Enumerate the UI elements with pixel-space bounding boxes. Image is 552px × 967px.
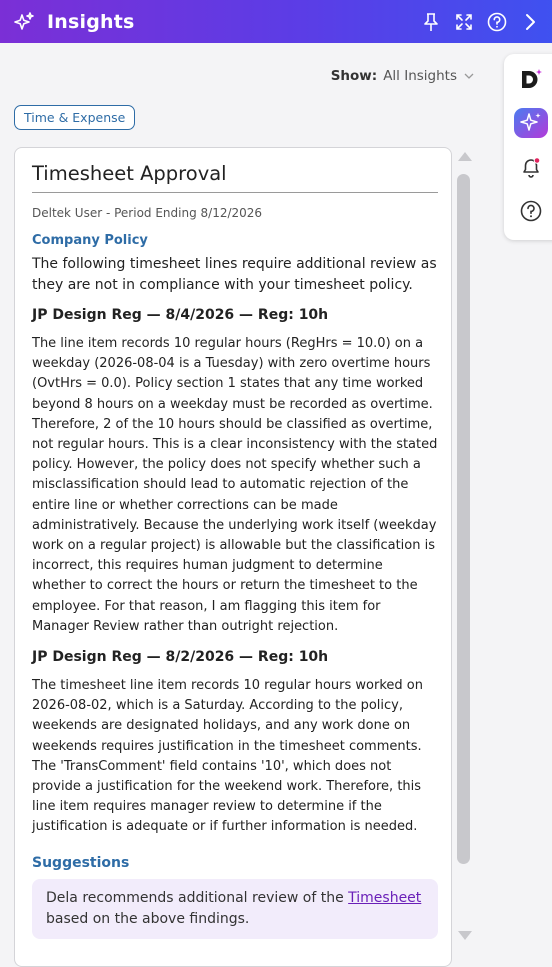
expand-icon[interactable]	[447, 7, 480, 37]
help-icon[interactable]	[480, 7, 513, 37]
ai-assistant-icon[interactable]	[513, 106, 549, 140]
suggestion-text: Dela recommends additional review of the	[46, 889, 349, 906]
insight-card	[14, 147, 452, 967]
finding-title: JP Design Reg — 8/4/2026 — Reg: 10h	[32, 307, 329, 323]
card-meta: Deltek User - Period Ending 8/12/2026	[32, 206, 263, 220]
scroll-thumb[interactable]	[457, 174, 470, 864]
chevron-right-icon[interactable]	[513, 7, 546, 37]
intro-text: The following timesheet lines require additional review as they are not in compliance with your timesheet policy.	[32, 256, 437, 293]
category-tag[interactable]: Time & Expense	[14, 105, 135, 130]
finding-body: The line item records 10 regular hours (RegHrs = 10.0) on a weekday (2026-08-04 is a Tuesday) with zero overtime hours (OvtHrs = 0.0). Policy section 1 states that any time worked beyond 8 hours on a weekday must be recorded as overtime. Therefore, 2 of the 10 hours should be classified as overtime, not regular hours. This is a clear inconsistency with the stated policy. However, the policy does not specify whether such a misclassification should lead to automatic rejection of the entire line or whether corrections can be made administratively. Because the underlying work itself (weekday work on a regular project) is allowable but the classification is incorrect, this requires human judgment to determine whether to correct the hours or return the timesheet to the employee. For that reason, I am flagging this item for Manager Review rather than outright rejection.	[32, 336, 438, 634]
filter-label: Show:	[330, 68, 378, 84]
timesheet-link[interactable]: Timesheet	[348, 889, 422, 906]
notifications-icon[interactable]	[513, 150, 549, 184]
scroll-down-arrow-icon[interactable]	[458, 931, 472, 940]
insights-header	[0, 0, 552, 43]
finding-body: The timesheet line item records 10 regular hours worked on 2026-08-02, which is a Saturday. According to the policy, weekends are designated holidays, and any work done on weekends requires justification in the timesheet comments. The 'TransComment' field contains '10', which does not provide a justification for the weekend work. Therefore, this line item requires manager review to determine if the justification is adequate or if further information is needed.	[32, 678, 423, 835]
card-scrollbar[interactable]	[455, 150, 471, 940]
suggestions-title: Suggestions	[32, 854, 130, 871]
suggestion-box	[32, 879, 438, 939]
dela-logo-icon[interactable]	[513, 63, 549, 97]
suggestion-text-end: based on the above findings.	[46, 910, 250, 927]
insights-sparkle-icon	[14, 11, 36, 33]
filter-value[interactable]: All Insights	[383, 68, 457, 84]
help-icon[interactable]	[513, 194, 549, 228]
header-actions	[414, 7, 546, 37]
pin-icon[interactable]	[414, 7, 447, 37]
header-title: Insights	[47, 10, 135, 33]
finding-title: JP Design Reg — 8/2/2026 — Reg: 10h	[32, 649, 329, 666]
section-title: Company Policy	[32, 233, 148, 248]
chevron-down-icon[interactable]	[464, 68, 474, 84]
scroll-up-arrow-icon[interactable]	[458, 152, 472, 161]
card-title: Timesheet Approval	[32, 162, 438, 193]
insights-filter[interactable]	[331, 68, 474, 84]
right-rail	[504, 54, 552, 240]
